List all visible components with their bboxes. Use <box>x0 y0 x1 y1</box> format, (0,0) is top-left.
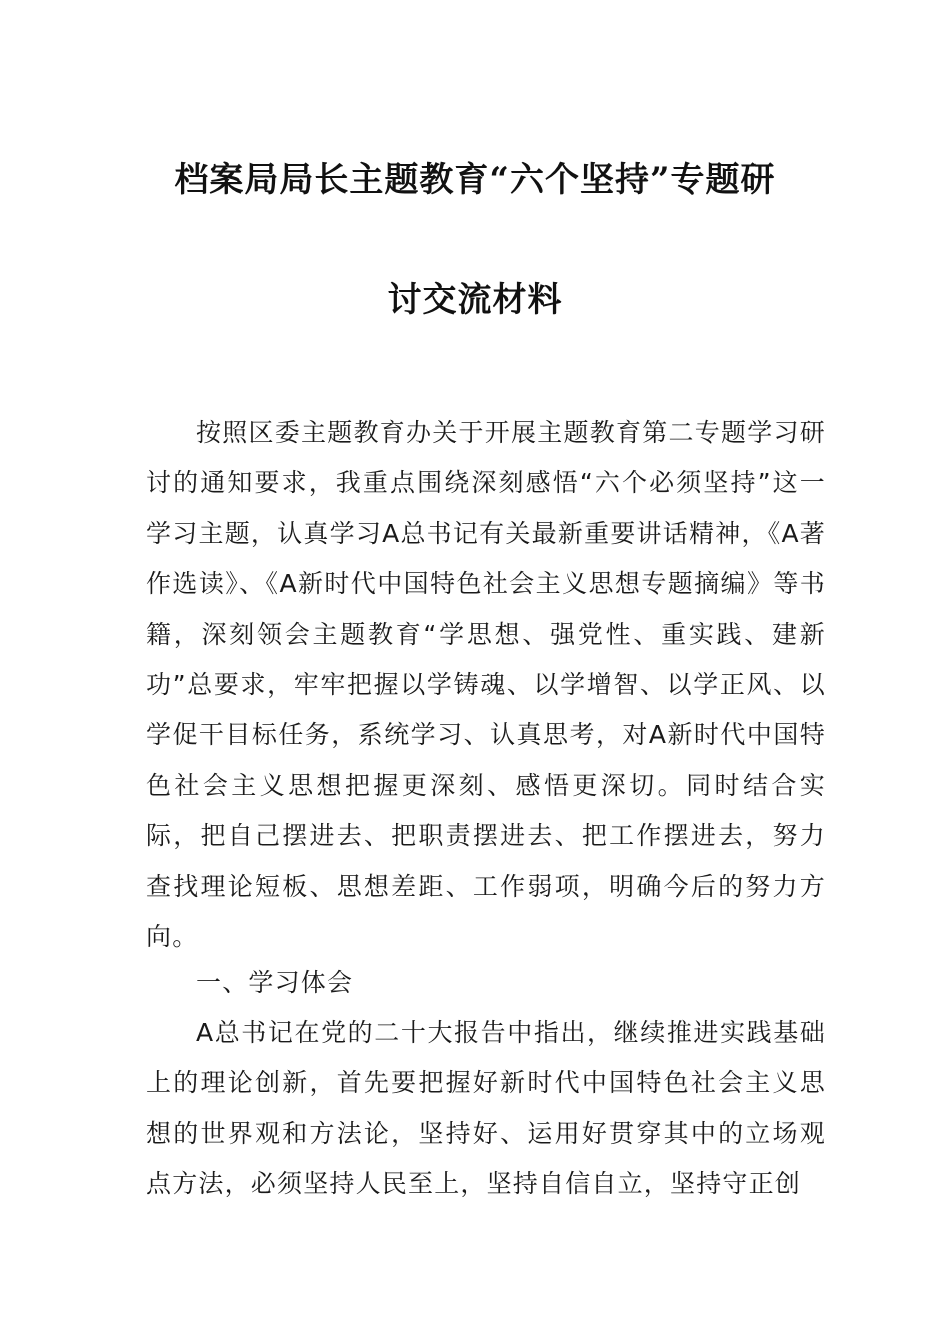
body-paragraph-2: A总书记在党的二十大报告中指出，继续推进实践基础上的理论创新，首先要把握好新时代中国特色社会主义思想的世界观和方法论，坚持好、运用好贯穿其中的立场观点方法，必须坚持人民至上，坚持自信自立，坚持守正创 <box>146 1018 826 1199</box>
section-heading-learning-experience: 一、学习体会 <box>196 968 354 997</box>
body-paragraph-1: 按照区委主题教育办关于开展主题教育第二专题学习研讨的通知要求，我重点围绕深刻感悟“六个必须坚持”这一学习主题，认真学习A总书记有关最新重要讲话精神，《A著作选读》、《A新时代中国特色社会主义思想专题摘编》等书籍，深刻领会主题教育“学思想、强党性、重实践、建新功”总要求，牢牢把握以学铸魂、以学增智、以学正风、以学促干目标任务，系统学习、认真思考，对A新时代中国特色社会主义思想把握更深刻、感悟更深切。同时结合实际，把自己摆进去、把职责摆进去、把工作摆进去，努力查找理论短板、思想差距、工作弱项，明确今后的努力方向。 <box>146 418 826 952</box>
document-title-line-1: 档案局局长主题教育“六个坚持”专题研 <box>174 160 776 200</box>
document-title-line-2: 讨交流材料 <box>387 280 563 320</box>
